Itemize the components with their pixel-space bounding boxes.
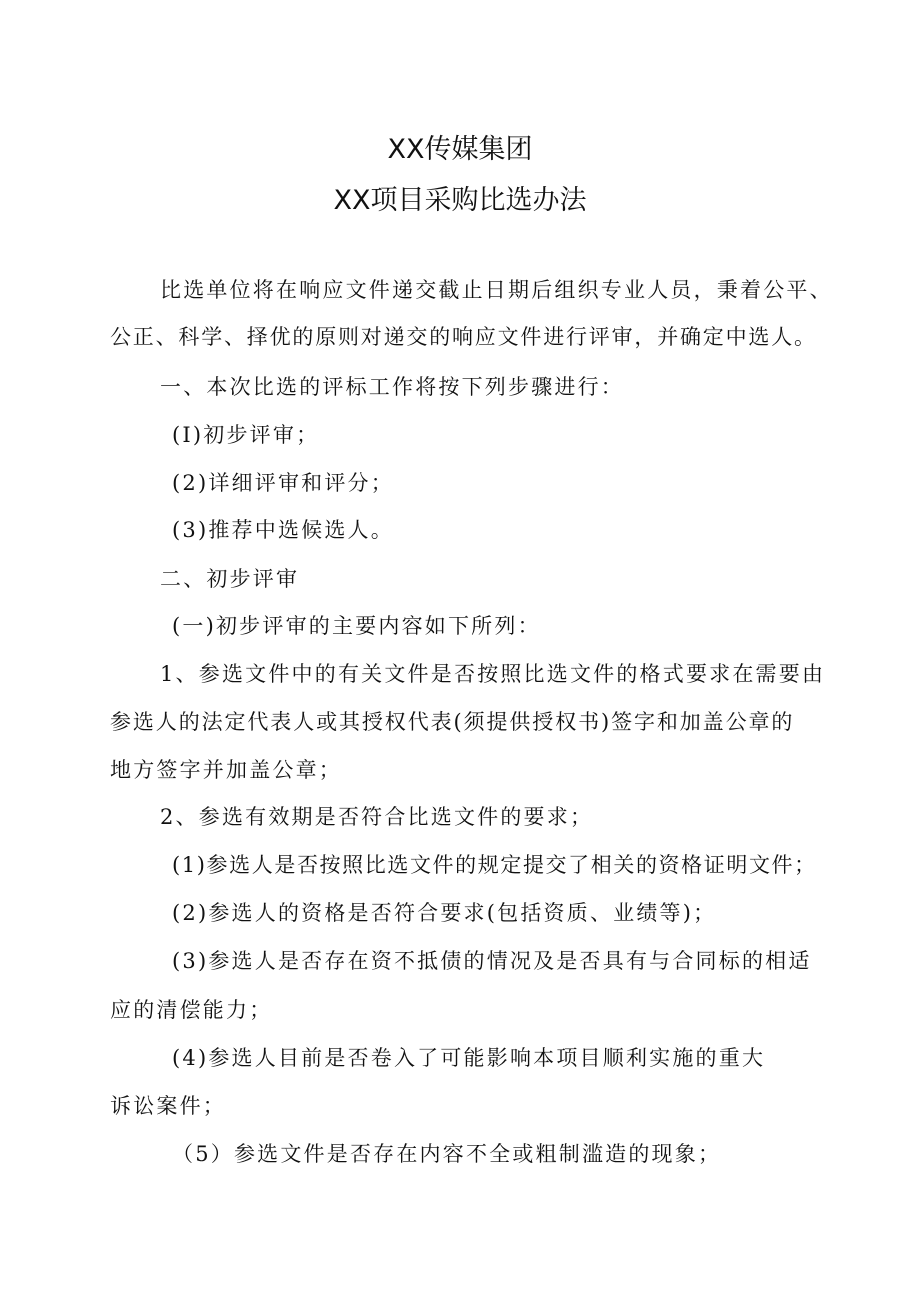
title-document: XX项目采购比选办法 <box>333 185 587 216</box>
paragraph-line: 1、参选文件中的有关文件是否按照比选文件的格式要求在需要由 <box>160 662 826 686</box>
list-item: (4)参选人目前是否卷入了可能影响本项目顺利实施的重大 <box>172 1046 766 1070</box>
list-item: (I)初步评审； <box>172 423 320 447</box>
section-heading: 二、初步评审 <box>160 567 300 591</box>
paragraph-line: 比选单位将在响应文件递交截止日期后组织专业人员，秉着公平、 <box>160 278 833 302</box>
list-item: （5）参选文件是否存在内容不全或粗制滥造的现象； <box>172 1142 722 1166</box>
list-item: 2、参选有效期是否符合比选文件的要求； <box>160 805 594 829</box>
section-heading: 一、本次比选的评标工作将按下列步骤进行： <box>160 375 624 399</box>
paragraph-line: 公正、科学、择优的原则对递交的响应文件进行评审，并确定中选人。 <box>110 325 817 349</box>
list-item: (3)参选人是否存在资不抵债的情况及是否具有与合同标的相适 <box>172 949 812 973</box>
list-item: (2)详细评审和评分； <box>172 471 394 495</box>
paragraph-line: 应的清偿能力； <box>110 998 273 1022</box>
paragraph-line: 参选人的法定代表人或其授权代表(须提供授权书)签字和加盖公章的 <box>110 710 795 734</box>
title-organization: XX传媒集团 <box>387 134 533 165</box>
list-item: (2)参选人的资格是否符合要求(包括资质、业绩等)； <box>172 901 717 925</box>
list-item: (1)参选人是否按照比选文件的规定提交了相关的资格证明文件； <box>172 853 817 877</box>
paragraph-line: 诉讼案件； <box>110 1094 226 1118</box>
paragraph-line: 地方签字并加盖公章； <box>110 758 342 782</box>
subsection-heading: (一)初步评审的主要内容如下所列： <box>172 614 541 638</box>
list-item: (3)推荐中选候选人。 <box>172 518 394 542</box>
